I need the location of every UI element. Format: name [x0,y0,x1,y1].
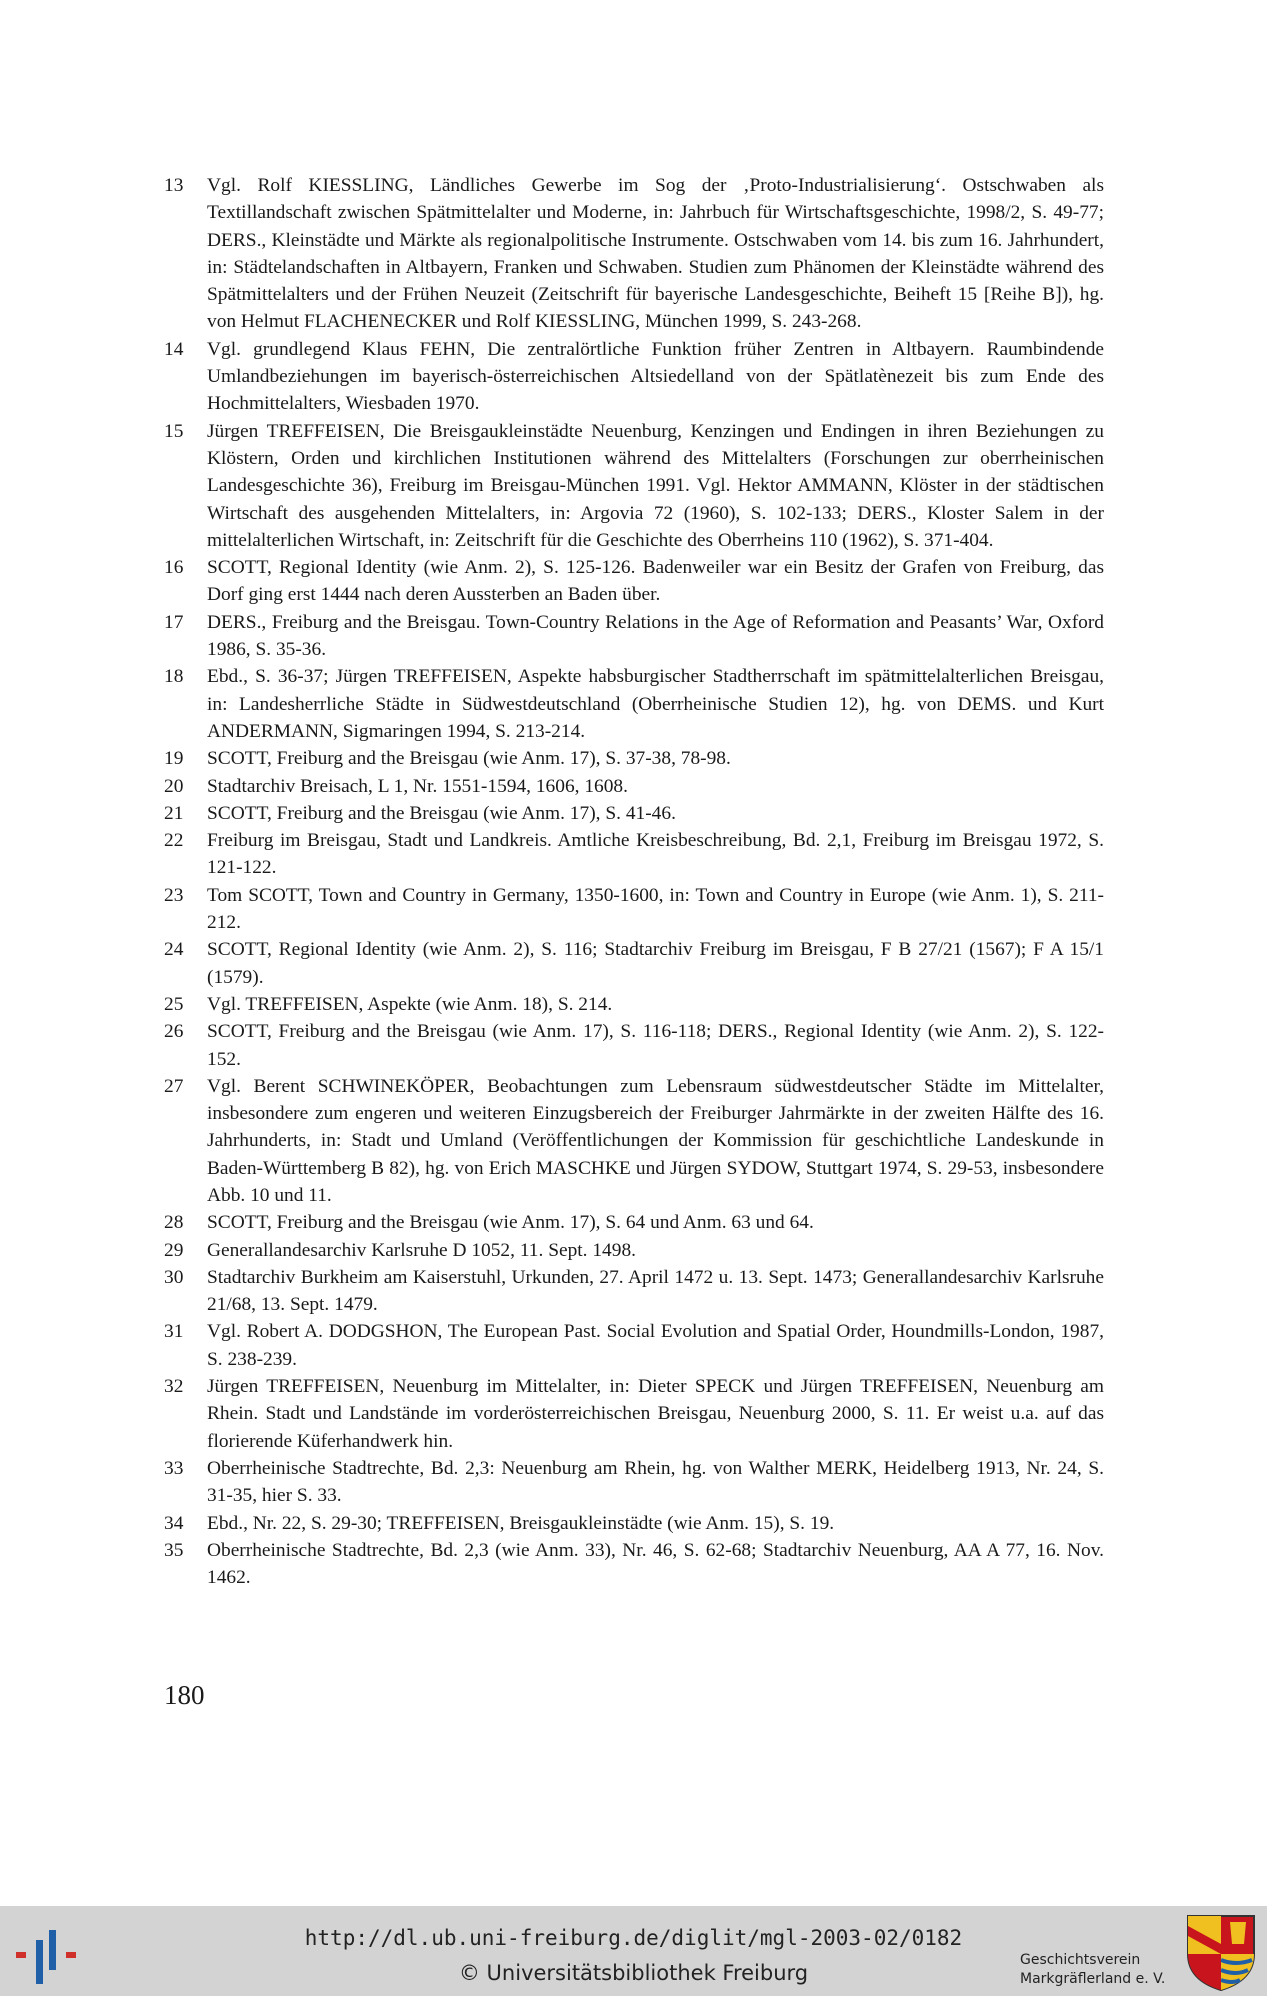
footnote-number: 28 [164,1212,184,1234]
footnote-number: 21 [164,802,184,824]
footnote-text: Vgl. TREFFEISEN, Aspekte (wie Anm. 18), S. 214. [207,993,613,1015]
footnote-text: Vgl. Robert A. DODGSHON, The European Past. Social Evolution and Spatial Order, Houndmills-London, 1987, S. 238-239. [207,1321,1104,1370]
page-number: 180 [164,1680,205,1710]
footnote-number: 32 [164,1376,184,1398]
footnote-20 [164,773,1104,800]
footnote-number: 14 [164,338,184,360]
footnote-text: SCOTT, Freiburg and the Breisgau (wie Anm. 17), S. 64 und Anm. 63 und 64. [207,1212,814,1234]
footnotes-list [164,172,1104,1591]
footnote-number: 22 [164,830,184,852]
footnote-number: 26 [164,1021,184,1043]
footnote-27 [164,1073,1104,1209]
footnote-number: 23 [164,884,184,906]
footnote-text: Vgl. Rolf KIESSLING, Ländliches Gewerbe im Sog der ‚Proto-Industrialisierung‘. Ostschwaben als Textillandschaft zwischen Spätmittelalter und Moderne, in: Jahrbuch für Wirtschaftsgeschichte, 1998/2, S. 49-77; DERS., Kleinstädte und Märkte als regionalpolitische Instrumente. Ostschwaben vom 14. bis zum 16. Jahrhundert, in: Städtelandschaften in Altbayern, Franken und Schwaben. Studien zum Phänomen der Kleinstädte während des Spätmittelalters und der Frühen Neuzeit (Zeitschrift für bayerische Landesgeschichte, Beiheft 15 [Reihe B]), hg. von Helmut FLACHENECKER und Rolf KIESSLING, München 1999, S. 243-268. [207,175,1104,333]
footnote-number: 35 [164,1539,184,1561]
footnote-text: SCOTT, Freiburg and the Breisgau (wie Anm. 17), S. 37-38, 78-98. [207,748,731,770]
footnote-text: SCOTT, Regional Identity (wie Anm. 2), S. 116; Stadtarchiv Freiburg im Breisgau, F B 27/21 (1567); F A 15/1 (1579). [207,939,1104,988]
footnote-text: Stadtarchiv Breisach, L 1, Nr. 1551-1594, 1606, 1608. [207,775,628,797]
footnote-16 [164,554,1104,609]
footnote-text: Jürgen TREFFEISEN, Neuenburg im Mittelalter, in: Dieter SPECK und Jürgen TREFFEISEN, Neuenburg am Rhein. Stadt und Landstände im vorderösterreichischen Breisgau, Neuenburg 2000, S. 11. Er weist u.a. auf das florierende Küferhandwerk hin. [207,1376,1104,1452]
footnote-number: 31 [164,1321,184,1343]
footnote-21 [164,800,1104,827]
footnote-18 [164,663,1104,745]
footnote-number: 13 [164,175,184,196]
footnote-text: Generallandesarchiv Karlsruhe D 1052, 11. Sept. 1498. [207,1239,636,1261]
footnote-23 [164,882,1104,937]
footer-url-link[interactable]: http://dl.ub.uni-freiburg.de/diglit/mgl-2003-02/0182 [304,1926,963,1950]
footnote-number: 24 [164,939,184,961]
society-line-2: Markgräflerland e. V. [1020,1971,1166,1987]
footnote-29 [164,1237,1104,1264]
footnote-number: 20 [164,775,184,797]
footnote-number: 18 [164,666,184,688]
footnote-text: Stadtarchiv Burkheim am Kaiserstuhl, Urkunden, 27. April 1472 u. 13. Sept. 1473; Generallandesarchiv Karlsruhe 21/68, 13. Sept. 1479. [207,1266,1104,1316]
footnote-text: Tom SCOTT, Town and Country in Germany, 1350-1600, in: Town and Country in Europe (wie Anm. 1), S. 211-212. [207,884,1104,934]
footnote-19 [164,745,1104,772]
footnote-15 [164,418,1104,554]
footnote-text: Oberrheinische Stadtrechte, Bd. 2,3 (wie Anm. 33), Nr. 46, S. 62-68; Stadtarchiv Neuenburg, AA A 77, 16. Nov. 1462. [207,1539,1104,1589]
footnote-text: DERS., Freiburg and the Breisgau. Town-Country Relations in the Age of Reformation and Peasants’ War, Oxford 1986, S. 35-36. [207,611,1104,661]
footnote-35 [164,1537,1104,1592]
footnote-number: 30 [164,1266,184,1288]
footnote-33 [164,1455,1104,1510]
society-name [1020,1951,1165,1989]
footnote-13 [164,172,1104,336]
footnote-text: SCOTT, Freiburg and the Breisgau (wie Anm. 17), S. 116-118; DERS., Regional Identity (wie Anm. 2), S. 122-152. [207,1021,1104,1070]
footer-copyright: © Universitätsbibliothek Freiburg [458,1961,809,1985]
footnote-28 [164,1209,1104,1236]
society-line-1: Geschichtsverein [1020,1952,1141,1968]
footnote-text: Oberrheinische Stadtrechte, Bd. 2,3: Neuenburg am Rhein, hg. von Walther MERK, Heidelberg 1913, Nr. 24, S. 31-35, hier S. 33. [207,1457,1104,1507]
footnote-22 [164,827,1104,882]
footnote-26 [164,1018,1104,1073]
footnote-32 [164,1373,1104,1455]
footnote-34 [164,1510,1104,1537]
footer-bar [0,1906,1267,1996]
footnote-text: Ebd., S. 36-37; Jürgen TREFFEISEN, Aspekte habsburgischer Stadtherrschaft im spätmittelalterlichen Breisgau, in: Landesherrliche Städte in Südwestdeutschland (Oberrheinische Studien 12), hg. von DEMS. und Kurt ANDERMANN, Sigmaringen 1994, S. 213-214. [207,666,1104,742]
footnote-14 [164,336,1104,418]
footnote-number: 29 [164,1239,184,1261]
footnote-text: Ebd., Nr. 22, S. 29-30; TREFFEISEN, Breisgaukleinstädte (wie Anm. 15), S. 19. [207,1512,835,1534]
footnote-text: Freiburg im Breisgau, Stadt und Landkreis. Amtliche Kreisbeschreibung, Bd. 2,1, Freiburg im Breisgau 1972, S. 121-122. [207,830,1104,879]
footnote-number: 15 [164,420,184,442]
footnote-number: 25 [164,993,184,1015]
footnote-text: SCOTT, Regional Identity (wie Anm. 2), S. 125-126. Badenweiler war ein Besitz der Grafen von Freiburg, das Dorf ging erst 1444 nach deren Aussterben an Baden über. [207,557,1104,606]
footnote-number: 33 [164,1457,184,1479]
footnote-number: 27 [164,1075,184,1097]
coat-of-arms-icon [1186,1914,1256,1992]
footnote-31 [164,1318,1104,1373]
footnote-30 [164,1264,1104,1319]
footnote-17 [164,609,1104,664]
footnote-text: Jürgen TREFFEISEN, Die Breisgaukleinstädte Neuenburg, Kenzingen und Endingen in ihren Beziehungen zu Klöstern, Orden und kirchlichen Institutionen während des Mittelalters (Forschungen zur oberrheinischen Landesgeschichte 36), Freiburg im Breisgau-München 1991. Vgl. Hektor AMMANN, Klöster in der städtischen Wirtschaft des ausgehenden Mittelalters, in: Argovia 72 (1960), S. 102-133; DERS., Kloster Salem in der mittelalterlichen Wirtschaft, in: Zeitschrift für die Geschichte des Oberrheins 110 (1962), S. 371-404. [207,420,1104,551]
footnote-number: 16 [164,557,184,579]
footnote-number: 17 [164,611,184,633]
footnote-24 [164,936,1104,991]
footnote-text: Vgl. grundlegend Klaus FEHN, Die zentralörtliche Funktion früher Zentren in Altbayern. Raumbindende Umlandbeziehungen im bayerisch-österreichischen Altsiedelland von der Spätlatènezeit bis zum Ende des Hochmittelalters, Wiesbaden 1970. [207,338,1104,415]
footnote-text: Vgl. Berent SCHWINEKÖPER, Beobachtungen zum Lebensraum südwestdeutscher Städte im Mittelalter, insbesondere zum engeren und weiteren Einzugsbereich der Freiburger Jahrmärkte in der zweiten Hälfte des 16. Jahrhunderts, in: Stadt und Umland (Veröffentlichungen der Kommission für geschichtliche Landeskunde in Baden-Württemberg B 82), hg. von Erich MASCHKE und Jürgen SYDOW, Stuttgart 1974, S. 29-53, insbesondere Abb. 10 und 11. [207,1075,1104,1206]
footnote-number: 34 [164,1512,184,1534]
footnote-25 [164,991,1104,1018]
footnote-number: 19 [164,748,184,770]
footnote-text: SCOTT, Freiburg and the Breisgau (wie Anm. 17), S. 41-46. [207,802,676,824]
